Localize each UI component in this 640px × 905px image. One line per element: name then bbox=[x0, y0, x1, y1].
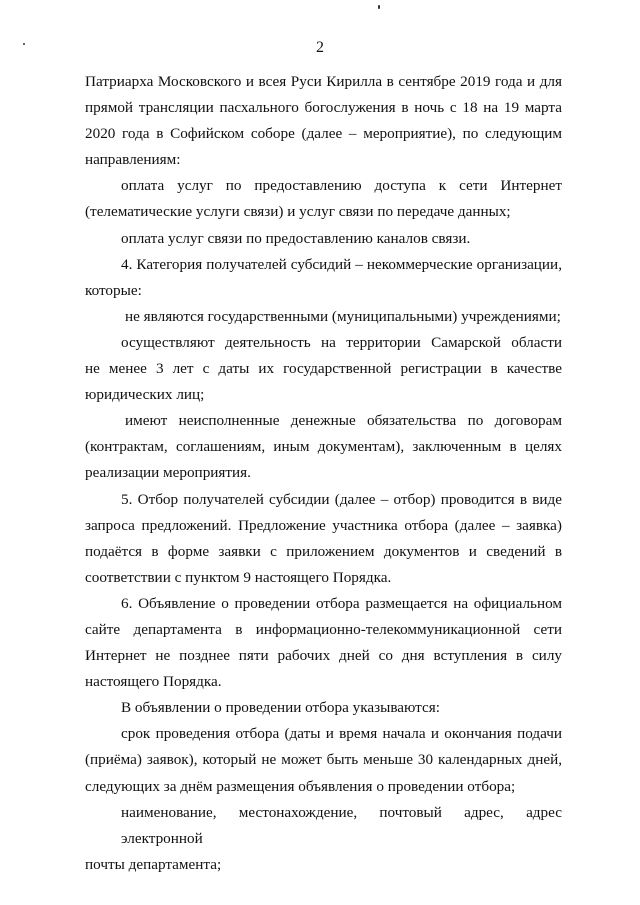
text-line: прямой трансляции пасхального богослужения в ночь с 18 на 19 марта bbox=[85, 99, 562, 117]
text-line: соответствии с пунктом 9 настоящего Порядка. bbox=[85, 568, 392, 586]
text-line: 2020 года в Софийском соборе (далее – мероприятие), по следующим bbox=[85, 125, 562, 143]
paragraph-not-state-institutions bbox=[85, 304, 562, 330]
paragraph-channel-services bbox=[85, 226, 562, 252]
paragraph-outstanding-obligations bbox=[85, 408, 562, 486]
scan-speck bbox=[378, 5, 380, 9]
text-line: настоящего Порядка. bbox=[85, 673, 222, 691]
text-line: Патриарха Московского и всея Руси Кирилла в сентябре 2019 года и для bbox=[85, 73, 562, 90]
text-line: юридических лиц; bbox=[85, 386, 205, 404]
text-line: следующих за днём размещения объявления о проведении отбора; bbox=[85, 777, 516, 795]
text-line: (телематические услуги связи) и услуг связи по передаче данных; bbox=[85, 203, 511, 221]
text-line: реализации мероприятия. bbox=[85, 464, 251, 482]
paragraph-internet-services bbox=[85, 173, 562, 225]
text-line: наименование, местонахождение, почтовый адрес, адрес электронной bbox=[121, 803, 562, 847]
paragraph-section-6 bbox=[85, 591, 562, 695]
text-line: запроса предложений. Предложение участника отбора (далее – заявка) bbox=[85, 516, 562, 534]
text-line: Интернет не позднее пяти рабочих дней со дня вступления в силу bbox=[85, 647, 562, 665]
text-line: 4. Категория получателей субсидий – некоммерческие организации, bbox=[121, 255, 562, 273]
text-line: оплата услуг связи по предоставлению каналов связи. bbox=[121, 229, 471, 247]
paragraph-announcement-contents bbox=[85, 695, 562, 721]
text-line: оплата услуг по предоставлению доступа к сети Интернет bbox=[121, 177, 562, 195]
text-line: не являются государственными (муниципальными) учреждениями; bbox=[125, 307, 561, 325]
text-line: направлениям: bbox=[85, 151, 181, 169]
text-line: 6. Объявление о проведении отбора размещается на официальном bbox=[121, 594, 562, 612]
page-number: 2 bbox=[316, 39, 324, 56]
paragraph-intro-continuation bbox=[85, 69, 562, 173]
text-line: почты департамента; bbox=[85, 855, 222, 873]
body-text bbox=[85, 69, 562, 878]
paragraph-section-4 bbox=[85, 252, 562, 304]
paragraph-operating-samara bbox=[85, 330, 562, 408]
text-line: имеют неисполненные денежные обязательства по договорам bbox=[125, 412, 562, 430]
text-line: не менее 3 лет с даты их государственной регистрации в качестве bbox=[85, 360, 562, 378]
text-line: (приёма) заявок), который не может быть меньше 30 календарных дней, bbox=[85, 751, 562, 769]
text-line: подаётся в форме заявки с приложением документов и сведений в bbox=[85, 542, 562, 560]
text-line: В объявлении о проведении отбора указываются: bbox=[121, 699, 440, 717]
paragraph-selection-period bbox=[85, 721, 562, 799]
text-line: которые: bbox=[85, 281, 142, 299]
text-line: 5. Отбор получателей субсидии (далее – отбор) проводится в виде bbox=[121, 490, 562, 508]
paragraph-section-5 bbox=[85, 487, 562, 591]
text-line: срок проведения отбора (даты и время начала и окончания подачи bbox=[121, 725, 562, 743]
text-line: осуществляют деятельность на территории Самарской области bbox=[121, 333, 562, 351]
text-line: сайте департамента в информационно-телекоммуникационной сети bbox=[85, 620, 562, 638]
paragraph-department-contacts bbox=[85, 800, 562, 878]
text-line: (контрактам, соглашениям, иным документам), заключенным в целях bbox=[85, 438, 562, 456]
